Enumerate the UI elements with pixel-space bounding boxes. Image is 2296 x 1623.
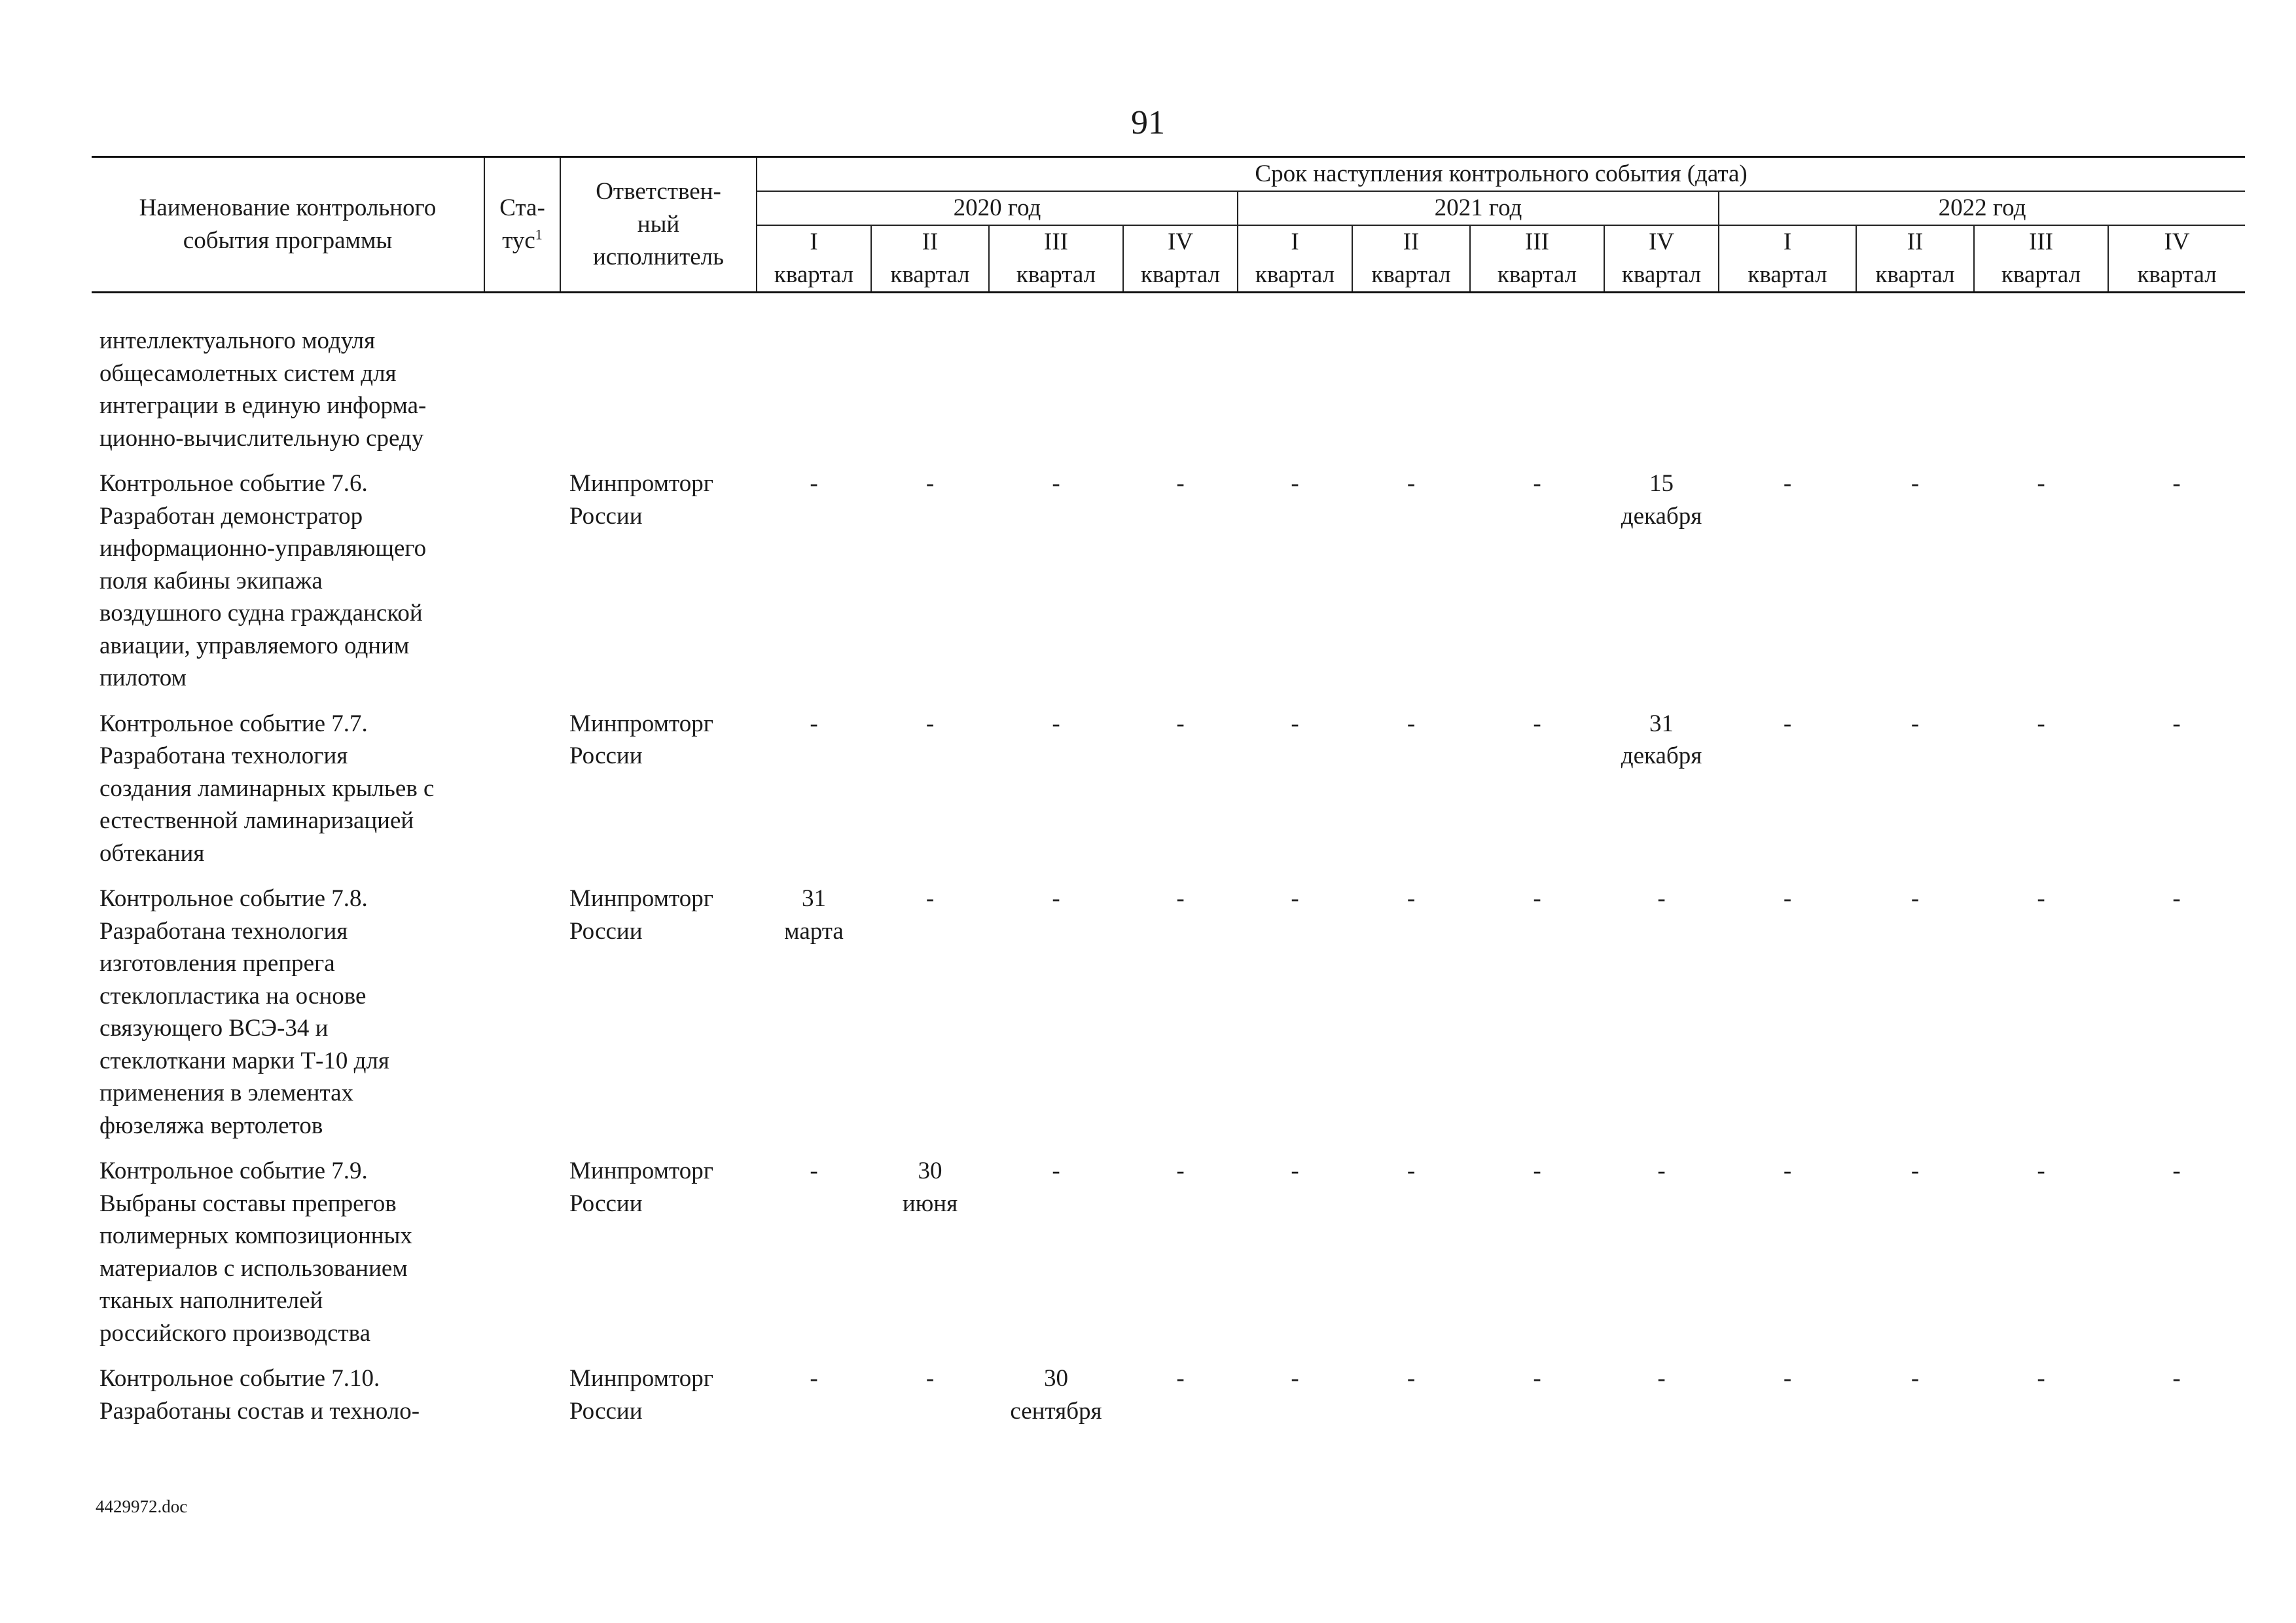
quarter-date-cell: - — [1533, 1158, 1541, 1184]
quarter-date-cell: 15 декабря — [1621, 470, 1702, 530]
quarter-date-cell: - — [810, 1158, 818, 1184]
quarter-date-cell: - — [925, 885, 935, 912]
header-quarter-label: квартал — [1123, 259, 1238, 293]
header-year-2022: 2022 год — [1719, 191, 2245, 225]
table-row — [92, 325, 2245, 467]
quarter-date-cell: - — [1176, 470, 1185, 497]
quarter-date-cell: - — [2172, 1158, 2181, 1184]
quarter-date-cell: - — [810, 470, 818, 497]
quarter-date-cell: - — [2037, 1365, 2045, 1392]
header-quarter-number: II — [1856, 225, 1974, 259]
quarter-date-cell: - — [2172, 1365, 2181, 1392]
quarter-date-cell — [871, 325, 989, 467]
header-quarter-label: квартал — [1238, 259, 1352, 293]
header-quarter-number: I — [1238, 225, 1352, 259]
event-name-cell: Контрольное событие 7.6. Разработан демонстратор информационно-управляющего поля кабины экипажа воздушного судна гражданской авиации, управляемого одним пилотом — [99, 470, 427, 691]
header-status-column — [484, 157, 560, 293]
quarter-date-cell: 30 июня — [902, 1158, 958, 1217]
quarter-date-cell — [1123, 325, 1238, 467]
header-year-2020: 2020 год — [757, 191, 1238, 225]
event-status-cell — [484, 708, 560, 883]
header-quarter-label: квартал — [1352, 259, 1470, 293]
quarter-date-cell: - — [1176, 1158, 1185, 1184]
header-quarter-label: квартал — [2108, 259, 2245, 293]
quarter-date-cell: 31 декабря — [1621, 710, 1702, 769]
quarter-date-cell: - — [1910, 1158, 1920, 1184]
quarter-date-cell: - — [925, 1365, 935, 1392]
event-status-cell — [484, 1155, 560, 1362]
quarter-date-cell: - — [1910, 885, 1920, 912]
quarter-date-cell: - — [1910, 470, 1920, 497]
header-gap-cell — [92, 293, 2245, 325]
control-events-table — [92, 156, 2245, 1440]
quarter-date-cell: - — [1052, 885, 1060, 912]
header-status-label: Ста- тус — [499, 194, 545, 254]
header-responsible-column: Ответствен- ный исполнитель — [560, 157, 757, 293]
quarter-date-cell: - — [1783, 710, 1792, 737]
quarter-date-cell: - — [1533, 1365, 1541, 1392]
quarter-date-cell: 31 марта — [784, 885, 844, 945]
header-year-2021: 2021 год — [1238, 191, 1719, 225]
header-quarter-number: II — [871, 225, 989, 259]
quarter-date-cell: - — [1291, 1365, 1299, 1392]
event-responsible-cell: Минпромторг России — [569, 710, 713, 769]
quarter-date-cell: - — [810, 710, 818, 737]
quarter-date-cell: - — [2037, 470, 2045, 497]
quarter-date-cell: - — [1176, 885, 1185, 912]
status-footnote-mark: 1 — [535, 226, 543, 243]
header-deadline-title: Срок наступления контрольного события (дата) — [757, 157, 2245, 192]
quarter-date-cell: - — [1783, 1365, 1792, 1392]
table-row — [92, 467, 2245, 708]
header-name-column: Наименование контрольного события программы — [92, 157, 484, 293]
quarter-date-cell — [989, 325, 1123, 467]
quarter-date-cell: - — [2172, 885, 2181, 912]
header-quarter-number: IV — [1604, 225, 1719, 259]
quarter-date-cell: - — [1052, 470, 1060, 497]
event-responsible-cell — [560, 325, 757, 467]
quarter-date-cell: - — [1533, 470, 1541, 497]
event-status-cell — [484, 883, 560, 1155]
quarter-date-cell: - — [1910, 710, 1920, 737]
event-status-cell — [484, 325, 560, 467]
quarter-date-cell: - — [1657, 1365, 1666, 1392]
header-quarter-label: квартал — [1604, 259, 1719, 293]
header-quarter-number: I — [757, 225, 871, 259]
event-responsible-cell: Минпромторг России — [569, 470, 713, 530]
quarter-date-cell: - — [1291, 1158, 1299, 1184]
quarter-date-cell — [1604, 325, 1719, 467]
quarter-date-cell: 30 сентября — [1010, 1365, 1102, 1425]
header-quarter-label: квартал — [1719, 259, 1856, 293]
quarter-date-cell: - — [2172, 470, 2181, 497]
quarter-date-cell: - — [1657, 885, 1666, 912]
header-quarter-number: III — [1974, 225, 2108, 259]
quarter-date-cell: - — [1291, 710, 1299, 737]
header-quarter-number: III — [989, 225, 1123, 259]
event-name-cell: интеллектуального модуля общесамолетных систем для интеграции в единую информа- ционно-вычислительную среду — [99, 327, 427, 452]
page-number: 91 — [1131, 104, 1165, 141]
header-quarter-number: II — [1352, 225, 1470, 259]
quarter-date-cell — [757, 325, 871, 467]
quarter-date-cell: - — [2172, 710, 2181, 737]
header-quarter-number: IV — [1123, 225, 1238, 259]
quarter-date-cell: - — [810, 1365, 818, 1392]
quarter-date-cell: - — [1291, 470, 1299, 497]
quarter-date-cell: - — [2037, 1158, 2045, 1184]
quarter-date-cell: - — [1783, 1158, 1792, 1184]
quarter-date-cell: - — [1533, 710, 1541, 737]
event-responsible-cell: Минпромторг России — [569, 1158, 713, 1217]
quarter-date-cell: - — [2037, 885, 2045, 912]
event-name-cell: Контрольное событие 7.9. Выбраны составы препрегов полимерных композиционных материалов с использованием тканых наполнителей российского производства — [99, 1158, 412, 1347]
quarter-date-cell: - — [1407, 1365, 1416, 1392]
quarter-date-cell: - — [1407, 470, 1416, 497]
quarter-date-cell: - — [1052, 710, 1060, 737]
quarter-date-cell — [1238, 325, 1352, 467]
event-name-cell: Контрольное событие 7.10. Разработаны состав и техноло- — [99, 1365, 420, 1425]
header-quarter-number: I — [1719, 225, 1856, 259]
header-gap-row — [92, 293, 2245, 325]
table-row — [92, 1362, 2245, 1440]
header-quarter-label: квартал — [989, 259, 1123, 293]
event-name-cell: Контрольное событие 7.8. Разработана технология изготовления препрега стеклопластика на основе связующего ВСЭ-34 и стеклоткани марки Т-10 для применения в элементах фюзеляжа вертолетов — [99, 885, 389, 1139]
quarter-date-cell — [1974, 325, 2108, 467]
header-quarter-label: квартал — [871, 259, 989, 293]
quarter-date-cell — [2108, 325, 2245, 467]
quarter-date-cell — [1470, 325, 1604, 467]
table-row — [92, 883, 2245, 1155]
event-status-cell — [484, 467, 560, 708]
header-quarter-label: квартал — [1470, 259, 1604, 293]
header-quarter-label: квартал — [1974, 259, 2108, 293]
event-name-cell: Контрольное событие 7.7. Разработана технология создания ламинарных крыльев с естественной ламинаризацией обтекания — [99, 710, 435, 867]
quarter-date-cell: - — [1533, 885, 1541, 912]
quarter-date-cell: - — [1176, 710, 1185, 737]
quarter-date-cell — [1856, 325, 1974, 467]
quarter-date-cell: - — [925, 470, 935, 497]
event-responsible-cell: Минпромторг России — [569, 1365, 713, 1425]
document-filename: 4429972.doc — [96, 1497, 188, 1516]
event-status-cell — [484, 1362, 560, 1440]
header-quarter-label: квартал — [757, 259, 871, 293]
quarter-date-cell — [1719, 325, 1856, 467]
event-responsible-cell: Минпромторг России — [569, 885, 713, 945]
header-quarter-number: III — [1470, 225, 1604, 259]
quarter-date-cell: - — [1407, 885, 1416, 912]
quarter-date-cell: - — [1052, 1158, 1060, 1184]
quarter-date-cell: - — [2037, 710, 2045, 737]
quarter-date-cell: - — [1783, 885, 1792, 912]
table-row — [92, 708, 2245, 883]
quarter-date-cell: - — [1657, 1158, 1666, 1184]
quarter-date-cell: - — [925, 710, 935, 737]
quarter-date-cell: - — [1407, 1158, 1416, 1184]
header-quarter-label: квартал — [1856, 259, 1974, 293]
quarter-date-cell: - — [1176, 1365, 1185, 1392]
quarter-date-cell: - — [1291, 885, 1299, 912]
quarter-date-cell: - — [1783, 470, 1792, 497]
quarter-date-cell: - — [1910, 1365, 1920, 1392]
header-quarter-number: IV — [2108, 225, 2245, 259]
quarter-date-cell: - — [1407, 710, 1416, 737]
table-row — [92, 1155, 2245, 1362]
quarter-date-cell — [1352, 325, 1470, 467]
